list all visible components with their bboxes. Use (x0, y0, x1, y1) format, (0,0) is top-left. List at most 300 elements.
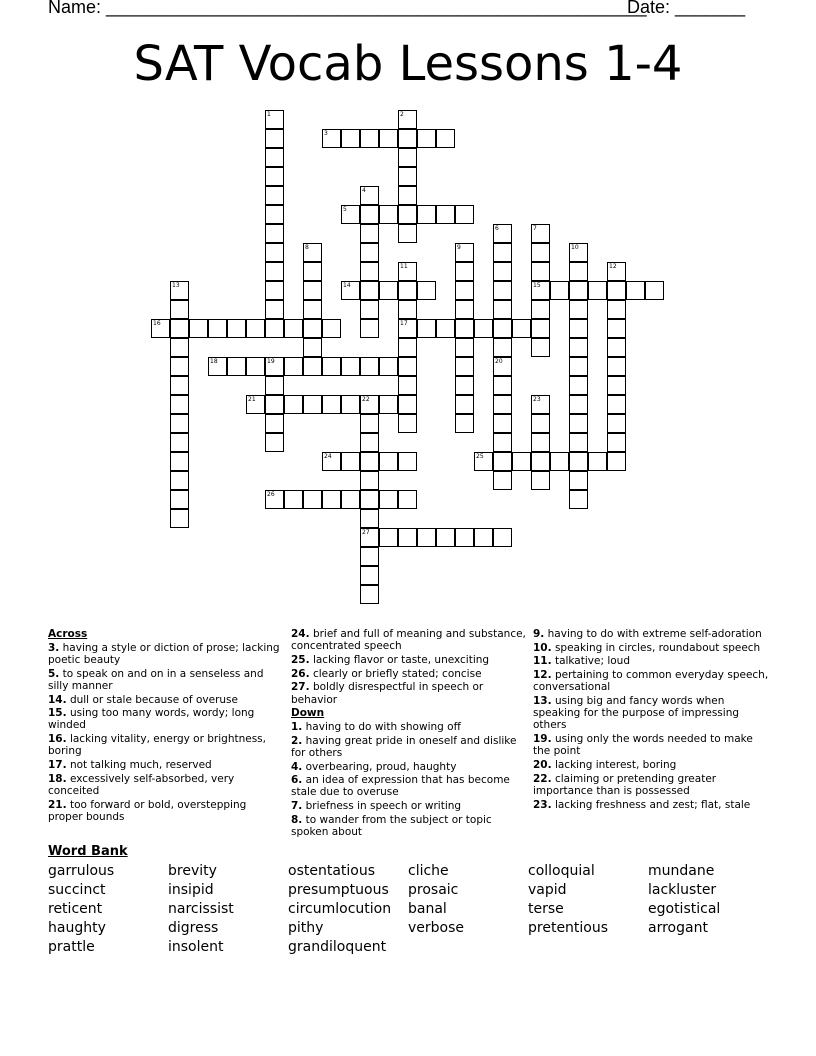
crossword-cell[interactable] (569, 471, 588, 490)
crossword-cell[interactable] (398, 528, 417, 547)
crossword-cell[interactable] (493, 243, 512, 262)
clue-number: 7. (291, 800, 303, 813)
crossword-cell[interactable] (379, 452, 398, 471)
crossword-cell[interactable] (455, 528, 474, 547)
crossword-cell[interactable] (303, 319, 322, 338)
word-bank-item: cliche (408, 863, 449, 879)
crossword-cell[interactable] (607, 262, 626, 281)
clue-number: 8. (291, 813, 303, 826)
crossword-cell[interactable] (493, 452, 512, 471)
clue-number: 25. (291, 653, 310, 666)
crossword-cell[interactable] (303, 395, 322, 414)
crossword-cell[interactable] (474, 319, 493, 338)
crossword-cell[interactable] (170, 414, 189, 433)
clue-number: 22. (533, 772, 552, 785)
crossword-cell[interactable] (170, 319, 189, 338)
clue-number: 26 (267, 491, 275, 498)
crossword-cell[interactable] (607, 452, 626, 471)
word-bank-item: mundane (648, 863, 715, 879)
word-bank-item: insolent (168, 939, 224, 955)
clue-number: 7 (533, 225, 537, 232)
clue: 16. lacking vitality, energy or brightness, boring (48, 733, 266, 758)
crossword-cell[interactable] (170, 509, 189, 528)
word-bank-heading: Word Bank (48, 844, 128, 859)
crossword-cell[interactable] (303, 262, 322, 281)
word-bank-item: narcissist (168, 901, 234, 917)
crossword-cell[interactable] (531, 300, 550, 319)
crossword-cell[interactable] (455, 395, 474, 414)
clue-number: 27 (362, 529, 370, 536)
crossword-cell[interactable] (550, 452, 569, 471)
crossword-cell[interactable] (360, 566, 379, 585)
crossword-cell[interactable] (208, 319, 227, 338)
word-bank-item: vapid (528, 882, 567, 898)
crossword-cell[interactable] (170, 490, 189, 509)
crossword-cell[interactable] (512, 452, 531, 471)
clue: 23. lacking freshness and zest; flat, stale (533, 798, 751, 811)
clue: 20. lacking interest, boring (533, 759, 677, 772)
crossword-cell[interactable] (265, 129, 284, 148)
crossword-cell[interactable] (379, 357, 398, 376)
crossword-cell[interactable] (170, 433, 189, 452)
crossword-cell[interactable] (607, 414, 626, 433)
crossword-cell[interactable] (455, 376, 474, 395)
clue: 22. claiming or pretending greater importance than is possessed (533, 772, 717, 797)
crossword-cell[interactable] (493, 471, 512, 490)
crossword-cell[interactable] (379, 395, 398, 414)
clue-number: 4 (362, 187, 366, 194)
clue-number: 26. (291, 667, 310, 680)
crossword-cell[interactable] (588, 452, 607, 471)
clue: 10. speaking in circles, roundabout speech (533, 641, 761, 654)
clue-number: 19 (267, 358, 275, 365)
crossword-cell[interactable] (265, 110, 284, 129)
crossword-cell[interactable] (455, 357, 474, 376)
crossword-cell[interactable] (398, 281, 417, 300)
word-bank-item: grandiloquent (288, 939, 387, 955)
clue-number: 23 (533, 396, 541, 403)
crossword-cell[interactable] (322, 129, 341, 148)
crossword-cell[interactable] (455, 262, 474, 281)
crossword-cell[interactable] (436, 205, 455, 224)
crossword-cell[interactable] (246, 357, 265, 376)
crossword-cell[interactable] (531, 471, 550, 490)
crossword-cell[interactable] (360, 262, 379, 281)
crossword-cell[interactable] (398, 357, 417, 376)
crossword-cell[interactable] (398, 490, 417, 509)
name-line[interactable]: Name: ______________________________________________________ (48, 0, 647, 17)
crossword-cell[interactable] (265, 205, 284, 224)
clue-number: 13. (533, 695, 552, 708)
word-bank-item: ostentatious (288, 863, 376, 879)
crossword-cell[interactable] (493, 338, 512, 357)
clue-number: 17 (400, 320, 408, 327)
crossword-cell[interactable] (170, 376, 189, 395)
crossword-cell[interactable] (303, 338, 322, 357)
crossword-cell[interactable] (398, 300, 417, 319)
crossword-cell[interactable] (569, 357, 588, 376)
crossword-cell[interactable] (151, 319, 170, 338)
crossword-cell[interactable] (398, 224, 417, 243)
crossword-cell[interactable] (531, 452, 550, 471)
crossword-cell[interactable] (170, 281, 189, 300)
word-bank-item: banal (408, 901, 447, 917)
word-bank (48, 862, 768, 962)
crossword-cell[interactable] (265, 376, 284, 395)
crossword-cell[interactable] (341, 357, 360, 376)
clue-number: 21 (248, 396, 256, 403)
crossword-cell[interactable] (607, 376, 626, 395)
crossword-cell[interactable] (436, 319, 455, 338)
crossword-cell[interactable] (360, 452, 379, 471)
crossword-cell[interactable] (284, 319, 303, 338)
crossword-cell[interactable] (360, 186, 379, 205)
clue-number: 11. (533, 655, 552, 668)
clue-number: 18. (48, 772, 67, 785)
word-bank-item: prosaic (408, 882, 459, 898)
crossword-cell[interactable] (265, 167, 284, 186)
clue-number: 1. (291, 720, 303, 733)
clue: 27. boldly disrespectful in speech or behavior (291, 681, 484, 706)
crossword-cell[interactable] (493, 224, 512, 243)
crossword-cell[interactable] (360, 528, 379, 547)
crossword-cell[interactable] (341, 129, 360, 148)
crossword-cell[interactable] (265, 224, 284, 243)
crossword-cell[interactable] (227, 319, 246, 338)
crossword-cell[interactable] (569, 262, 588, 281)
clue: 7. briefness in speech or writing (291, 800, 462, 813)
clue-number: 14 (343, 282, 351, 289)
crossword-cell[interactable] (417, 319, 436, 338)
crossword-cell[interactable] (322, 319, 341, 338)
crossword-cell[interactable] (303, 300, 322, 319)
clue-number: 3. (48, 641, 60, 654)
clue-number: 13 (172, 282, 180, 289)
clue: 14. dull or stale because of overuse (48, 693, 238, 706)
crossword-cell[interactable] (341, 452, 360, 471)
crossword-cell[interactable] (170, 300, 189, 319)
crossword-cell[interactable] (322, 490, 341, 509)
crossword-cell[interactable] (455, 338, 474, 357)
word-bank-item: pretentious (528, 920, 609, 936)
crossword-cell[interactable] (569, 490, 588, 509)
crossword-cell[interactable] (607, 433, 626, 452)
clue-number: 16 (153, 320, 161, 327)
crossword-cell[interactable] (303, 490, 322, 509)
crossword-cell[interactable] (398, 205, 417, 224)
clue-number: 8 (305, 244, 309, 251)
word-bank-item: arrogant (648, 920, 708, 936)
clue-number: 22 (362, 396, 370, 403)
crossword-cell[interactable] (284, 395, 303, 414)
crossword-cell[interactable] (531, 262, 550, 281)
crossword-cell[interactable] (569, 414, 588, 433)
clue-number: 11 (400, 263, 408, 270)
crossword-cell[interactable] (379, 129, 398, 148)
crossword-cell[interactable] (398, 148, 417, 167)
crossword-cell[interactable] (474, 452, 493, 471)
page-title: SAT Vocab Lessons 1-4 (133, 36, 683, 92)
crossword-cell[interactable] (265, 319, 284, 338)
crossword-cell[interactable] (398, 338, 417, 357)
crossword-cell[interactable] (607, 300, 626, 319)
crossword-cell[interactable] (398, 129, 417, 148)
crossword-cell[interactable] (645, 281, 664, 300)
clue-number: 15. (48, 707, 67, 720)
crossword-cell[interactable] (398, 395, 417, 414)
crossword-cell[interactable] (322, 395, 341, 414)
word-bank-item: egotistical (648, 901, 721, 917)
clues-column-2 (291, 628, 527, 840)
clue-number: 6 (495, 225, 499, 232)
crossword-cell[interactable] (569, 281, 588, 300)
crossword-cell[interactable] (417, 281, 436, 300)
crossword-cell[interactable] (493, 357, 512, 376)
crossword-cell[interactable] (189, 319, 208, 338)
crossword-cell[interactable] (493, 433, 512, 452)
crossword-cell[interactable] (284, 357, 303, 376)
crossword-cell[interactable] (322, 452, 341, 471)
word-bank-item: circumlocution (288, 901, 392, 917)
word-bank-item: pithy (288, 920, 324, 936)
crossword-cell[interactable] (284, 490, 303, 509)
crossword-cell[interactable] (398, 376, 417, 395)
crossword-cell[interactable] (607, 281, 626, 300)
crossword-cell[interactable] (398, 167, 417, 186)
across-heading: Across (48, 628, 88, 640)
word-bank-item: colloquial (528, 863, 595, 879)
clue-number: 24. (291, 628, 310, 640)
crossword-cell[interactable] (531, 281, 550, 300)
crossword-cell[interactable] (417, 205, 436, 224)
crossword-cell[interactable] (170, 471, 189, 490)
word-bank-item: brevity (168, 863, 217, 879)
clue-number: 9 (457, 244, 461, 251)
crossword-cell[interactable] (436, 528, 455, 547)
crossword-cell[interactable] (227, 357, 246, 376)
clue-number: 12 (609, 263, 617, 270)
clue: 15. using too many words, wordy; long winded (48, 707, 255, 732)
crossword-cell[interactable] (398, 186, 417, 205)
crossword-cell[interactable] (265, 300, 284, 319)
crossword-cell[interactable] (531, 414, 550, 433)
clue-number: 14. (48, 693, 67, 706)
crossword-cell[interactable] (531, 433, 550, 452)
word-bank-item: insipid (168, 882, 214, 898)
crossword-cell[interactable] (455, 205, 474, 224)
crossword-cell[interactable] (170, 395, 189, 414)
crossword-cell[interactable] (436, 129, 455, 148)
crossword-cell[interactable] (360, 395, 379, 414)
crossword-cell[interactable] (455, 243, 474, 262)
crossword-cell[interactable] (341, 490, 360, 509)
crossword-cell[interactable] (360, 224, 379, 243)
crossword-cell[interactable] (626, 281, 645, 300)
crossword-cell[interactable] (398, 110, 417, 129)
crossword-cell[interactable] (360, 281, 379, 300)
clue-number: 12. (533, 669, 552, 682)
crossword-cell[interactable] (360, 490, 379, 509)
crossword-cell[interactable] (341, 205, 360, 224)
crossword-cell[interactable] (512, 319, 531, 338)
crossword-cell[interactable] (265, 281, 284, 300)
word-bank-item: haughty (48, 920, 106, 936)
clue: 11. talkative; loud (533, 655, 630, 668)
clue-number: 19. (533, 733, 552, 746)
crossword-cell[interactable] (569, 243, 588, 262)
clue: 9. having to do with extreme self-adoration (533, 628, 762, 640)
clue-number: 1 (267, 111, 271, 118)
clue-number: 2. (291, 734, 303, 747)
word-bank-item: presumptuous (288, 882, 389, 898)
clue: 1. having to do with showing off (291, 720, 461, 733)
word-bank-item: verbose (408, 920, 465, 936)
crossword-cell[interactable] (341, 281, 360, 300)
crossword-cell[interactable] (322, 357, 341, 376)
crossword-cell[interactable] (265, 243, 284, 262)
crossword-cell[interactable] (360, 319, 379, 338)
crossword-cell[interactable] (474, 528, 493, 547)
crossword-cell[interactable] (379, 490, 398, 509)
crossword-cell[interactable] (360, 585, 379, 604)
crossword-cell[interactable] (246, 395, 265, 414)
crossword-cell[interactable] (398, 414, 417, 433)
crossword-cell[interactable] (569, 338, 588, 357)
crossword-cell[interactable] (493, 319, 512, 338)
clues-column-1 (48, 628, 284, 825)
crossword-cell[interactable] (303, 243, 322, 262)
crossword-cell[interactable] (341, 395, 360, 414)
clue-number: 3 (324, 130, 328, 137)
crossword-cell[interactable] (569, 319, 588, 338)
crossword-cell[interactable] (360, 129, 379, 148)
crossword-cell[interactable] (455, 319, 474, 338)
crossword-cell[interactable] (550, 281, 569, 300)
clue-number: 15 (533, 282, 541, 289)
crossword-cell[interactable] (265, 357, 284, 376)
clue: 5. to speak on and on in a senseless and silly manner (48, 667, 264, 692)
clue: 8. to wander from the subject or topic spoken about (291, 813, 492, 839)
crossword-cell[interactable] (531, 224, 550, 243)
crossword-cell[interactable] (265, 414, 284, 433)
crossword-cell[interactable] (246, 319, 265, 338)
crossword-cell[interactable] (569, 433, 588, 452)
crossword-cell[interactable] (379, 528, 398, 547)
crossword-cell[interactable] (360, 357, 379, 376)
word-bank-item: succinct (48, 882, 106, 898)
clue-number: 17. (48, 759, 67, 772)
clue: 25. lacking flavor or taste, unexciting (291, 653, 490, 666)
crossword-cell[interactable] (398, 319, 417, 338)
crossword-cell[interactable] (455, 281, 474, 300)
crossword-cell[interactable] (360, 414, 379, 433)
crossword-cell[interactable] (360, 509, 379, 528)
clue: 24. brief and full of meaning and substance, concentrated speech (291, 628, 526, 653)
crossword-cell[interactable] (588, 281, 607, 300)
word-bank-item: digress (168, 920, 219, 936)
crossword-cell[interactable] (379, 281, 398, 300)
clue: 12. pertaining to common everyday speech, conversational (533, 669, 769, 694)
crossword-cell[interactable] (569, 452, 588, 471)
crossword-cell[interactable] (379, 205, 398, 224)
date-line[interactable]: Date: _______ (627, 0, 746, 17)
crossword-cell[interactable] (360, 300, 379, 319)
crossword-cell[interactable] (493, 281, 512, 300)
crossword-cell[interactable] (569, 300, 588, 319)
crossword-cell[interactable] (493, 376, 512, 395)
crossword-cell[interactable] (170, 452, 189, 471)
crossword-cell[interactable] (455, 414, 474, 433)
clue-number: 18 (210, 358, 218, 365)
clue: 3. having a style or diction of prose; lacking poetic beauty (48, 641, 280, 666)
down-heading: Down (291, 707, 325, 720)
crossword-cell[interactable] (360, 471, 379, 490)
crossword-cell[interactable] (531, 338, 550, 357)
clue: 4. overbearing, proud, haughty (291, 760, 457, 773)
crossword-cell[interactable] (360, 547, 379, 566)
crossword-cell[interactable] (360, 433, 379, 452)
crossword-cell[interactable] (303, 357, 322, 376)
crossword-cell[interactable] (170, 338, 189, 357)
crossword-cell[interactable] (455, 300, 474, 319)
clue-number: 20 (495, 358, 503, 365)
clue: 26. clearly or briefly stated; concise (291, 667, 482, 680)
clue-number: 10 (571, 244, 579, 251)
clue-number: 2 (400, 111, 404, 118)
clue-number: 16. (48, 733, 67, 746)
crossword-cell[interactable] (531, 395, 550, 414)
crossword-cell[interactable] (265, 395, 284, 414)
crossword-cell[interactable] (493, 414, 512, 433)
crossword-cell[interactable] (265, 490, 284, 509)
crossword-cell[interactable] (265, 262, 284, 281)
crossword-cell[interactable] (493, 395, 512, 414)
clue-number: 5. (48, 667, 60, 680)
clue-number: 10. (533, 641, 552, 654)
crossword-cell[interactable] (531, 243, 550, 262)
crossword-cell[interactable] (360, 243, 379, 262)
crossword-cell[interactable] (607, 319, 626, 338)
crossword-cell[interactable] (569, 395, 588, 414)
crossword-cell[interactable] (607, 395, 626, 414)
crossword-cell[interactable] (265, 148, 284, 167)
crossword-cell[interactable] (265, 186, 284, 205)
crossword-cell[interactable] (493, 528, 512, 547)
crossword-cell[interactable] (493, 262, 512, 281)
crossword-cell[interactable] (398, 262, 417, 281)
clue-number: 6. (291, 774, 303, 787)
clue-number: 4. (291, 760, 303, 773)
clue-number: 5 (343, 206, 347, 213)
crossword-cell[interactable] (493, 300, 512, 319)
crossword-cell[interactable] (417, 528, 436, 547)
clue-number: 24 (324, 453, 332, 460)
crossword-cell[interactable] (607, 338, 626, 357)
clue-number: 9. (533, 628, 545, 640)
crossword-cell[interactable] (531, 319, 550, 338)
crossword-cell[interactable] (398, 452, 417, 471)
crossword-cell[interactable] (607, 357, 626, 376)
crossword-cell[interactable] (265, 433, 284, 452)
word-bank-item: garrulous (48, 863, 115, 879)
crossword-cell[interactable] (208, 357, 227, 376)
crossword-cell[interactable] (417, 129, 436, 148)
clue-number: 20. (533, 759, 552, 772)
crossword-cell[interactable] (569, 376, 588, 395)
crossword-cell[interactable] (360, 205, 379, 224)
crossword-cell[interactable] (170, 357, 189, 376)
crossword-cell[interactable] (303, 281, 322, 300)
